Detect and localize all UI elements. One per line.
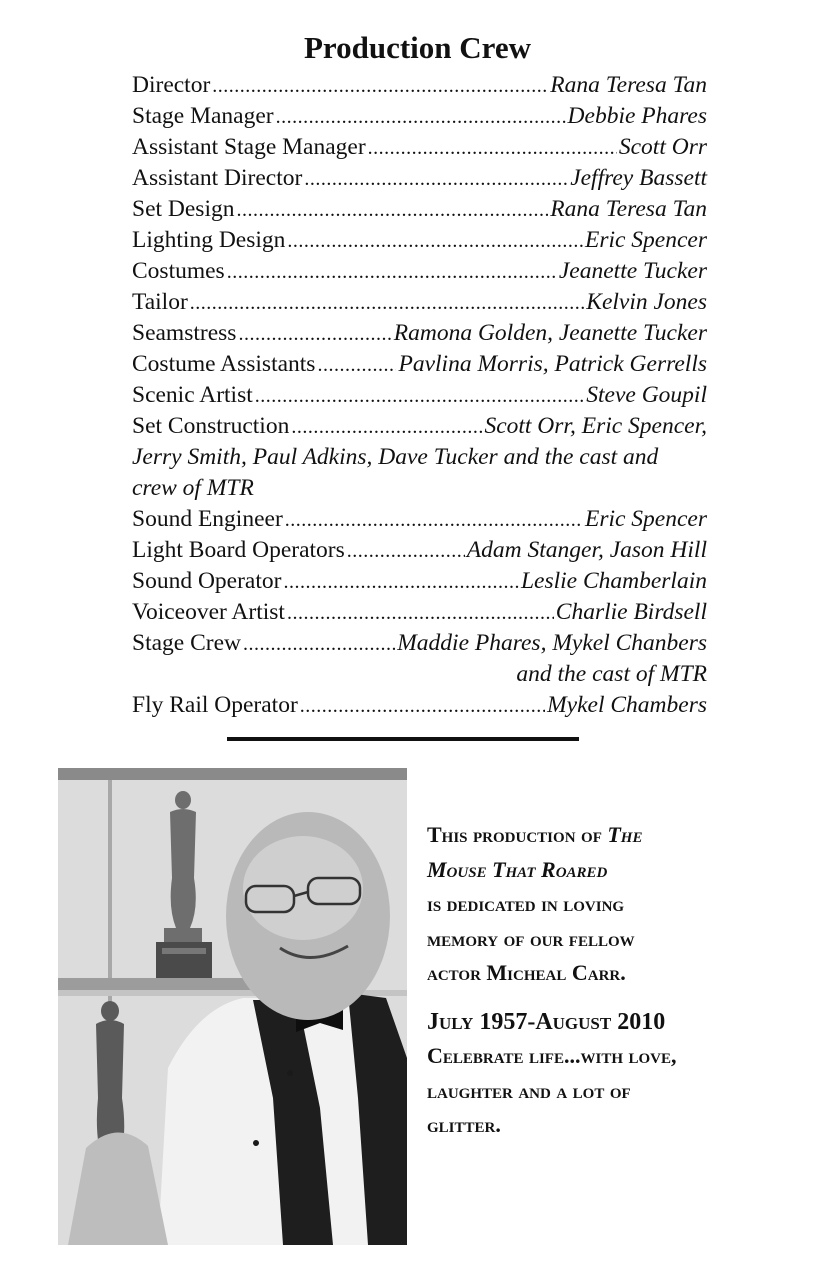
crew-list — [132, 72, 707, 723]
stage-crew-continued: and the cast of MTR — [516, 661, 707, 687]
leader-dots — [368, 137, 617, 160]
crew-name: Jeanette Tucker — [558, 258, 707, 284]
crew-name: Adam Stanger, Jason Hill — [466, 537, 707, 563]
leader-dots — [238, 323, 391, 346]
memorial-photo — [58, 768, 407, 1245]
crew-row-stage-manager — [132, 103, 707, 134]
crew-name: Scott Orr — [618, 134, 707, 160]
crew-role: Stage Manager — [132, 103, 274, 129]
crew-name: Kelvin Jones — [586, 289, 707, 315]
crew-row-costume-assistants — [132, 351, 707, 382]
crew-name: Scott Orr, Eric Spencer, — [484, 413, 707, 439]
dedication-text — [427, 818, 797, 1143]
crew-name: Rana Teresa Tan — [550, 72, 707, 98]
leader-dots — [347, 540, 465, 563]
crew-role: Voiceover Artist — [132, 599, 285, 625]
crew-name: Mykel Chambers — [547, 692, 707, 718]
crew-role: Lighting Design — [132, 227, 286, 253]
leader-dots — [212, 75, 548, 98]
leader-dots — [291, 416, 482, 439]
leader-dots — [287, 602, 554, 625]
leader-dots — [243, 633, 395, 656]
crew-name: Eric Spencer — [584, 506, 707, 532]
page-title: Production Crew — [303, 30, 532, 65]
crew-role: Set Construction — [132, 413, 290, 439]
crew-role: Director — [132, 72, 211, 98]
memorial-dates: July 1957-August 2010 — [427, 1008, 666, 1035]
crew-role: Seamstress — [132, 320, 237, 346]
dedication-line: Celebrate life...with love, — [427, 1043, 677, 1068]
crew-role: Assistant Stage Manager — [132, 134, 366, 160]
leader-dots — [304, 168, 568, 191]
crew-row-set-design — [132, 196, 707, 227]
crew-name: Charlie Birdsell — [555, 599, 707, 625]
dedication-line: laughter and a lot of — [427, 1077, 631, 1103]
crew-row-scenic-artist — [132, 382, 707, 413]
section-divider — [227, 737, 579, 741]
dedication-line: memory of our fellow — [427, 925, 635, 951]
crew-row-assistant-director — [132, 165, 707, 196]
crew-role: Scenic Artist — [132, 382, 253, 408]
leader-dots — [317, 354, 396, 377]
leader-dots — [283, 571, 518, 594]
set-construction-continued: Jerry Smith, Paul Adkins, Dave Tucker and the cast and — [132, 444, 659, 470]
dedication-line: glitter. — [427, 1112, 501, 1137]
crew-row-set-construction — [132, 413, 707, 444]
crew-row-costumes — [132, 258, 707, 289]
crew-name: Ramona Golden, Jeanette Tucker — [393, 320, 707, 346]
crew-row-sound-engineer — [132, 506, 707, 537]
leader-dots — [227, 261, 557, 284]
crew-role: Assistant Director — [132, 165, 303, 191]
crew-role: Tailor — [132, 289, 188, 315]
crew-name: Jeffrey Bassett — [570, 165, 707, 191]
crew-name: Rana Teresa Tan — [550, 196, 707, 222]
crew-row-seamstress — [132, 320, 707, 351]
play-title-part: The — [607, 822, 643, 847]
play-title: Mouse That Roared — [427, 856, 608, 882]
dedication-line: actor Micheal Carr. — [427, 960, 626, 985]
crew-role: Sound Engineer — [132, 506, 283, 532]
crew-role: Costume Assistants — [132, 351, 316, 377]
crew-row-tailor — [132, 289, 707, 320]
leader-dots — [285, 509, 583, 532]
crew-role: Stage Crew — [132, 630, 241, 656]
crew-name: Eric Spencer — [584, 227, 707, 253]
crew-row-stage-crew — [132, 630, 707, 661]
leader-dots — [236, 199, 548, 222]
leader-dots — [276, 106, 566, 129]
crew-role: Light Board Operators — [132, 537, 345, 563]
crew-name: Debbie Phares — [567, 103, 707, 129]
crew-role: Set Design — [132, 196, 235, 222]
crew-role: Fly Rail Operator — [132, 692, 298, 718]
dedication-dates-block — [427, 1005, 797, 1143]
set-construction-continued: crew of MTR — [132, 475, 254, 501]
crew-name: Leslie Chamberlain — [520, 568, 707, 594]
crew-row-fly-rail-operator — [132, 692, 707, 723]
crew-role: Costumes — [132, 258, 225, 284]
crew-row-assistant-stage-manager — [132, 134, 707, 165]
crew-name: Steve Goupil — [586, 382, 707, 408]
leader-dots — [287, 230, 583, 253]
crew-row-sound-operator — [132, 568, 707, 599]
crew-name: Maddie Phares, Mykel Chanbers — [397, 630, 707, 656]
dedication-text-part: This production of — [427, 822, 608, 847]
crew-row-director — [132, 72, 707, 103]
dedication-line: is dedicated in loving — [427, 891, 625, 916]
crew-row-lighting-design — [132, 227, 707, 258]
crew-name: Pavlina Morris, Patrick Gerrells — [398, 351, 707, 377]
dedication-line — [427, 818, 797, 853]
crew-row-voiceover-artist — [132, 599, 707, 630]
leader-dots — [190, 292, 584, 315]
crew-role: Sound Operator — [132, 568, 282, 594]
crew-row-light-board-operators — [132, 537, 707, 568]
leader-dots — [300, 695, 545, 718]
leader-dots — [255, 385, 585, 408]
